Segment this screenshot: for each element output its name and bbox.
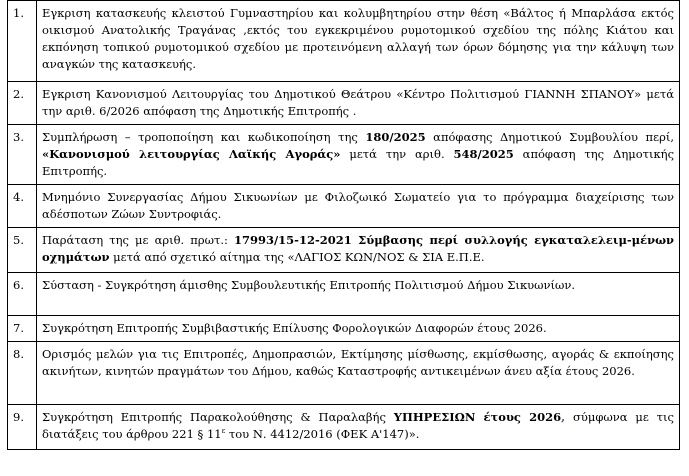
item-text [37,405,680,450]
table-row [8,1,680,82]
contract-reference: 17993/15-12-2021 Σύμβασης περί συλλογής εγκαταλελειμ-μένων οχημάτων [42,233,674,264]
services-title: ΥΠΗΡΕΣΙΩΝ έτους 2026 [393,410,562,424]
text-part: Συγκρότηση Επιτροπής Παρακολούθησης & Παραλαβής [42,410,394,424]
superscript-mark: ε [221,427,226,436]
table-row [8,342,680,405]
text-part: απόφαση της Δημοτικής Επιτροπής. [42,147,675,178]
item-number: 7. [8,316,37,342]
item-text: Εγκριση κατασκευής κλειστού Γυμναστηρίου και κολυμβητηρίου στην θέση «Βάλτος ή Μπαρλάσα εκτός οικισμού Ανατολικής Τραγάνας ,εκτός του εγκεκριμένου ρυμοτομικού σχεδίου της πόλης Κιάτου και εκπόνηση τοπικού ρυμοτομικού σχεδίου με προτεινόμενη αλλαγή των όρων δόμησης για την κάλυψη των αναγκών της κατασκευής. [37,1,680,82]
comma-mark: , [561,410,566,424]
item-number: 8. [8,342,37,405]
text-part: Παράταση της με αριθ. πρωτ.: [42,233,234,247]
item-text: Σύσταση - Συγκρότηση άμισθης Συμβουλευτικής Επιτροπής Πολιτισμού Δήμου Σικυωνίων. [37,273,680,316]
text-part: μετά από σχετικό αίτημα της «ΛΑΓΙΟΣ ΚΩΝ/ΝΟΣ & ΣΙΑ Ε.Π.Ε. [109,250,485,264]
table-row [8,185,680,228]
item-number: 4. [8,185,37,228]
item-text [37,228,680,273]
item-text: Εγκριση Κανονισμού Λειτουργίας του Δημοτικού Θεάτρου «Κέντρο Πολιτισμού ΓΙΑΝΝΗ ΣΠΑΝΟΥ» μετά την αριθ. 6/2026 απόφαση της Δημοτικής Επιτροπής . [37,82,680,125]
text-part: σύμφωνα με τις διατάξεις του άρθρου 221 § 11 [42,410,674,441]
item-number: 9. [8,405,37,450]
decision-number: 548/2025 [453,147,514,161]
text-part: του Ν. 4412/2016 (ΦΕΚ Α'147)». [225,427,420,441]
text-part: απόφασης Δημοτικού Συμβουλίου περί, [425,130,674,144]
item-number: 3. [8,125,37,185]
table-row [8,273,680,316]
table-row [8,405,680,450]
table-row [8,125,680,185]
item-number: 6. [8,273,37,316]
item-text: Συγκρότηση Επιτροπής Συμβιβαστικής Επίλυσης Φορολογικών Διαφορών έτους 2026. [37,316,680,342]
item-number: 2. [8,82,37,125]
agenda-table [7,0,680,450]
table-row [8,82,680,125]
text-part: μετά την αριθ. [340,147,454,161]
table-row [8,228,680,273]
text-part: Συμπλήρωση – τροποποίηση και κωδικοποίηση της [42,130,366,144]
table-row [8,316,680,342]
item-number: 1. [8,1,37,82]
item-text: Μνημόνιο Συνεργασίας Δήμου Σικυωνίων με Φιλοζωικό Σωματείο για το πρόγραμμα διαχείρισης των αδέσποτων Ζώων Συντροφιάς. [37,185,680,228]
item-number: 5. [8,228,37,273]
decision-number: 180/2025 [365,130,426,144]
regulation-title: «Κανονισμού λειτουργίας Λαϊκής Αγοράς» [42,147,341,161]
item-text [37,125,680,185]
item-text: Ορισμός μελών για τις Επιτροπές, Δημοπρασιών, Εκτίμησης μίσθωσης, εκμίσθωσης, αγοράς & εκποίησης ακινήτων, κινητών πραγμάτων του Δήμου, καθώς Καταστροφής αντικειμένων άνευ αξία έτους 2026. [37,342,680,405]
